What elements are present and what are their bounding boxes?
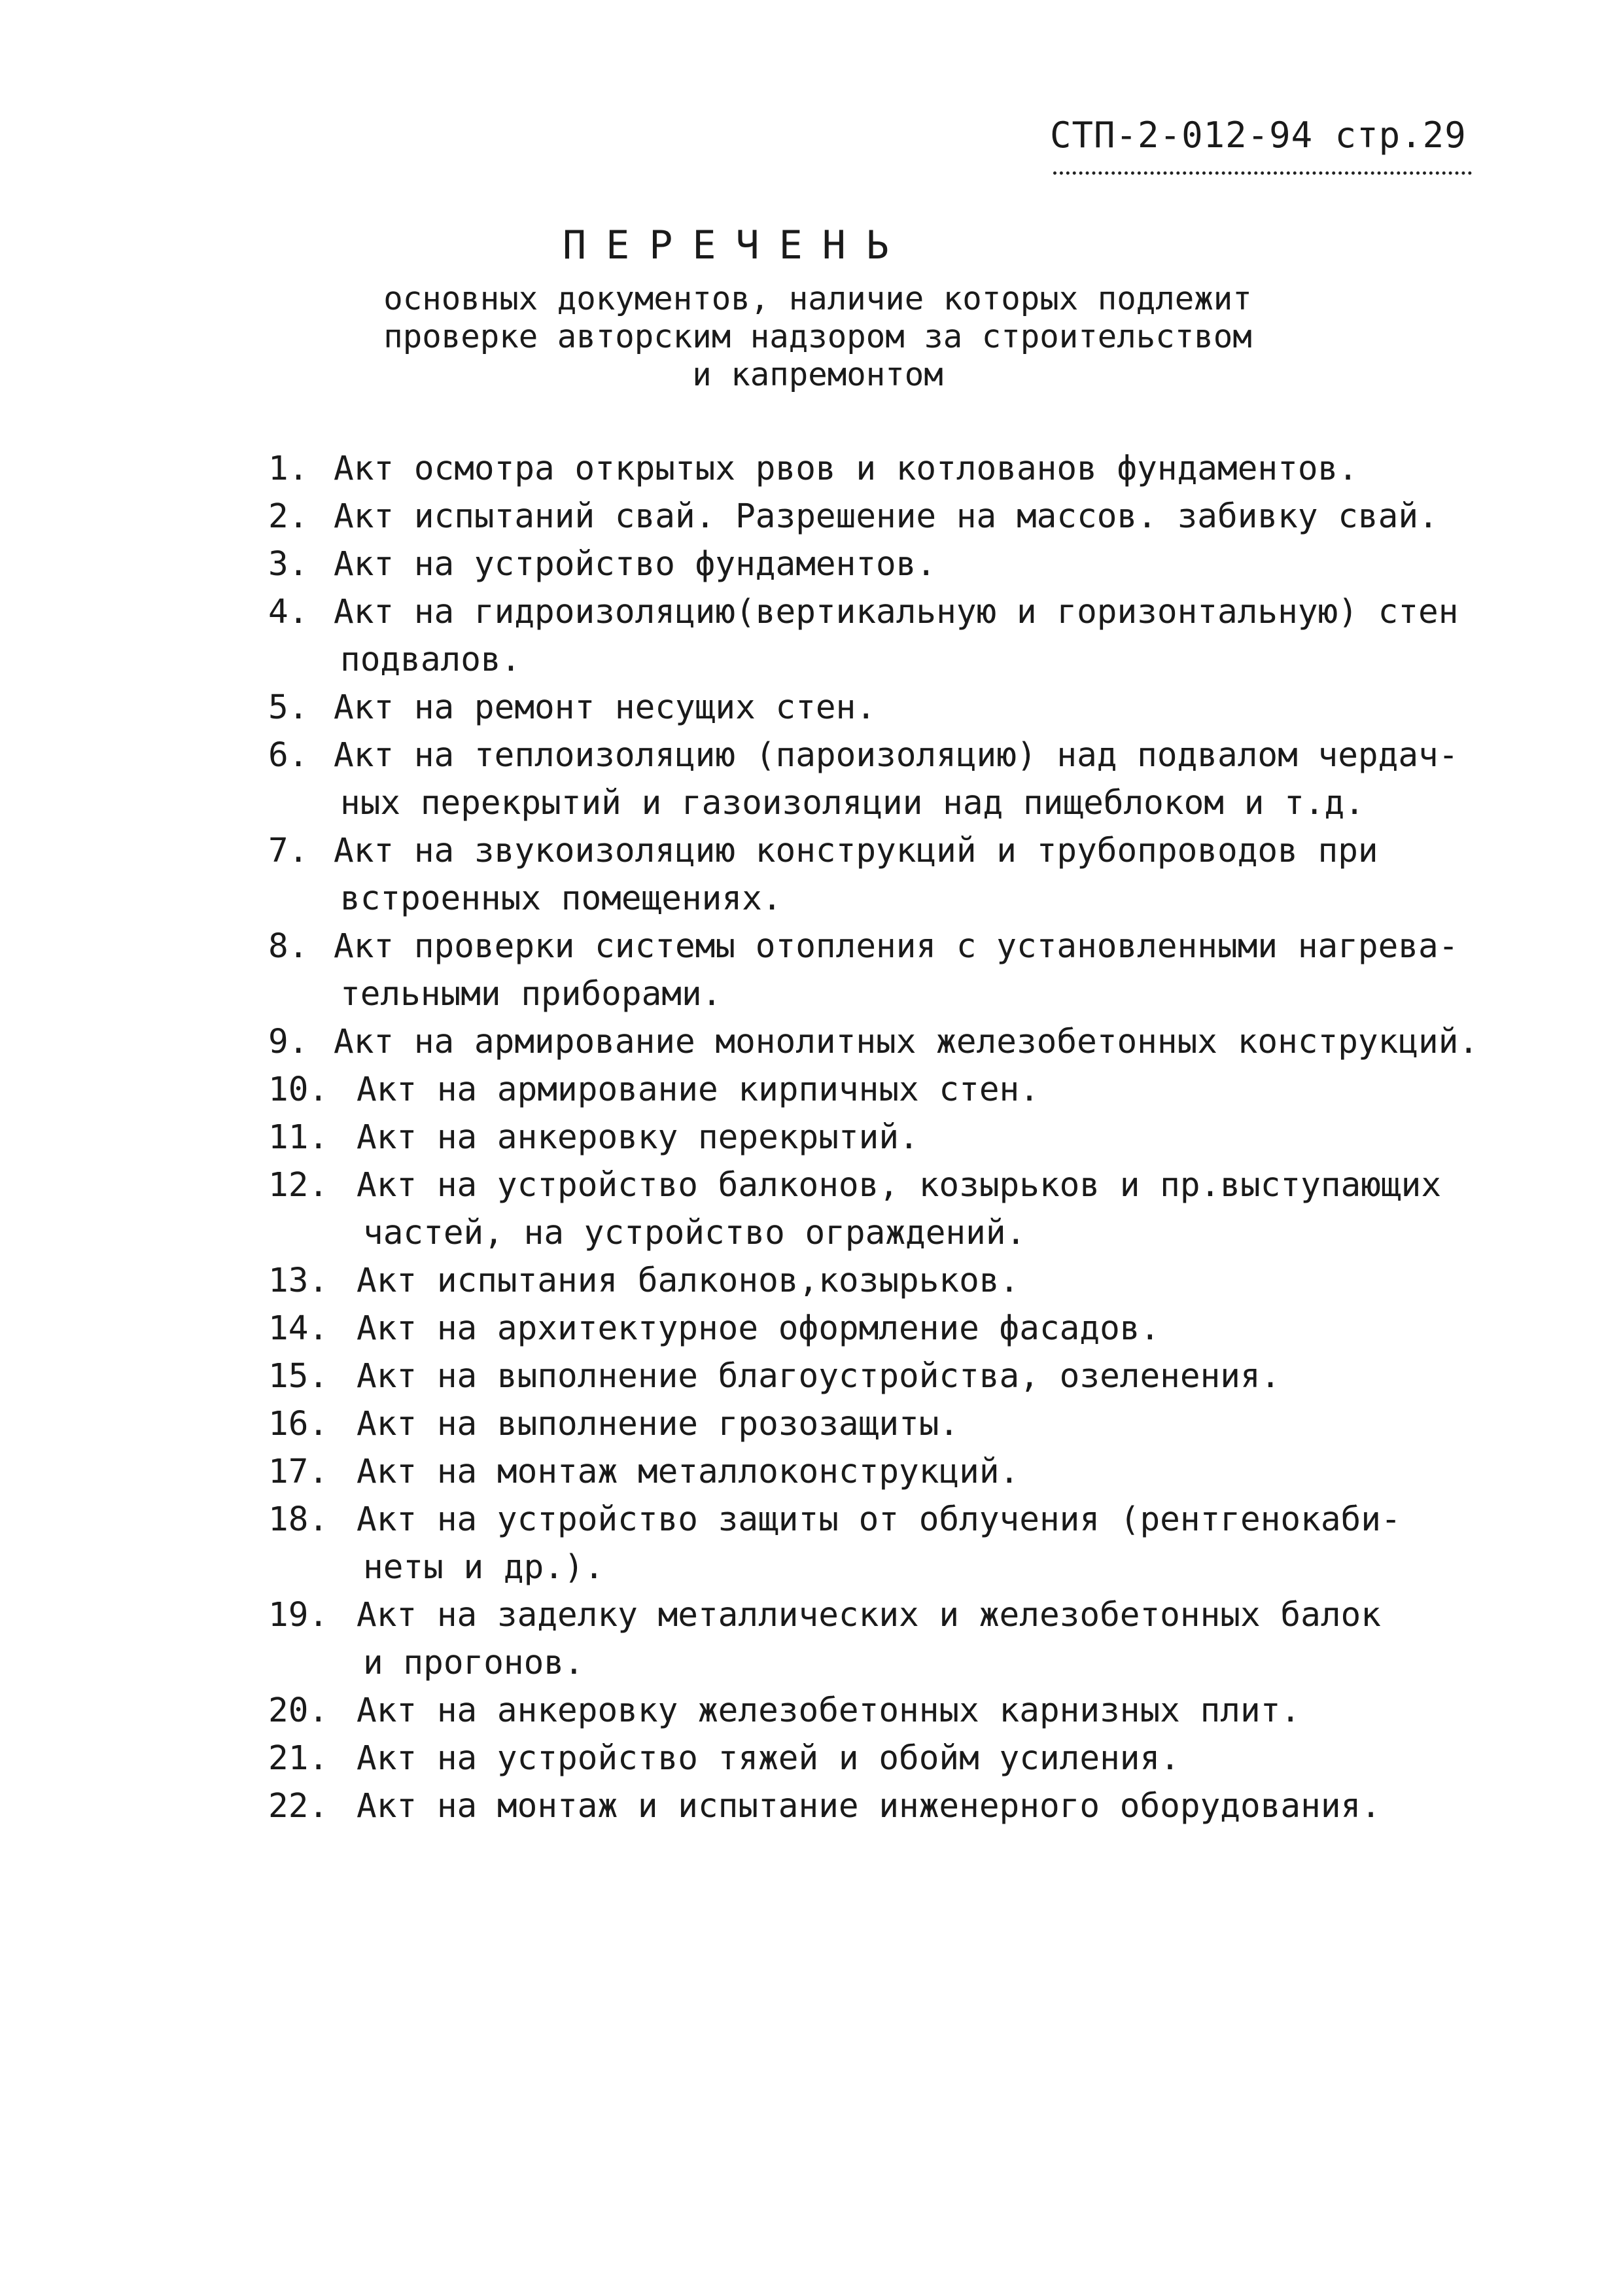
list-item bbox=[268, 493, 1498, 540]
item-number: 6. bbox=[268, 736, 309, 775]
item-text-continuation: неты и др.). bbox=[363, 1548, 604, 1587]
list-item bbox=[268, 1114, 1498, 1161]
list-item bbox=[268, 588, 1498, 684]
item-text: Акт на ремонт несущих стен. bbox=[334, 688, 877, 727]
item-number: 22. bbox=[268, 1787, 329, 1826]
item-number: 10. bbox=[268, 1070, 329, 1109]
item-text: Акт на теплоизоляцию (пароизоляцию) над подвалом чердач- bbox=[334, 736, 1459, 775]
header-underline bbox=[1053, 171, 1472, 175]
item-text: Акт на выполнение грозозащиты. bbox=[357, 1405, 960, 1443]
item-text: Акт на устройство защиты от облучения (рентгенокаби- bbox=[357, 1500, 1401, 1539]
item-text-continuation: ных перекрытий и газоизоляции над пищеблоком и т.д. bbox=[340, 784, 1365, 822]
list-item bbox=[268, 1257, 1498, 1305]
item-text: Акт проверки системы отопления с установленными нагрева- bbox=[334, 927, 1459, 966]
page-header-reference: СТП-2-012-94 стр.29 bbox=[1050, 115, 1467, 156]
list-item bbox=[268, 827, 1498, 923]
document-subtitle: основных документов, наличие которых подлежит проверке авторским надзором за строительством и капремонтом bbox=[383, 280, 1252, 393]
item-number: 5. bbox=[268, 688, 309, 727]
list-item bbox=[268, 1735, 1498, 1782]
list-item bbox=[268, 1305, 1498, 1352]
item-text: Акт на выполнение благоустройства, озеленения. bbox=[357, 1357, 1281, 1396]
list-item bbox=[268, 732, 1498, 827]
item-text-continuation: и прогонов. bbox=[363, 1644, 584, 1682]
item-number: 20. bbox=[268, 1691, 329, 1730]
item-number: 13. bbox=[268, 1262, 329, 1300]
list-item bbox=[268, 1066, 1498, 1114]
item-text: Акт на гидроизоляцию(вертикальную и горизонтальную) стен bbox=[334, 593, 1459, 631]
item-number: 8. bbox=[268, 927, 309, 966]
item-number: 1. bbox=[268, 450, 309, 488]
item-text: Акт на армирование монолитных железобетонных конструкций. bbox=[334, 1023, 1479, 1061]
item-text-continuation: тельными приборами. bbox=[340, 975, 722, 1014]
list-item bbox=[268, 1400, 1498, 1448]
item-text-continuation: встроенных помещениях. bbox=[340, 879, 782, 918]
item-text-continuation: частей, на устройство ограждений. bbox=[363, 1214, 1026, 1252]
item-number: 7. bbox=[268, 832, 309, 870]
item-number: 4. bbox=[268, 593, 309, 631]
item-number: 19. bbox=[268, 1596, 329, 1634]
item-number: 9. bbox=[268, 1023, 309, 1061]
item-text: Акт на устройство балконов, козырьков и пр.выступающих bbox=[357, 1166, 1442, 1205]
item-number: 17. bbox=[268, 1453, 329, 1491]
item-number: 3. bbox=[268, 545, 309, 584]
item-number: 15. bbox=[268, 1357, 329, 1396]
list-item bbox=[268, 923, 1498, 1018]
item-text: Акт осмотра открытых рвов и котлованов фундаментов. bbox=[334, 450, 1358, 488]
list-item bbox=[268, 445, 1498, 493]
list-item bbox=[268, 1687, 1498, 1735]
list-item bbox=[268, 540, 1498, 588]
item-text: Акт испытаний свай. Разрешение на массов. забивку свай. bbox=[334, 497, 1439, 536]
item-text: Акт на устройство фундаментов. bbox=[334, 545, 937, 584]
list-item bbox=[268, 1161, 1498, 1257]
item-text-continuation: подвалов. bbox=[340, 641, 521, 679]
item-number: 11. bbox=[268, 1118, 329, 1157]
item-text: Акт на анкеровку железобетонных карнизных плит. bbox=[357, 1691, 1301, 1730]
document-title: ПЕРЕЧЕНЬ bbox=[563, 222, 909, 268]
item-text: Акт на монтаж и испытание инженерного оборудования. bbox=[357, 1787, 1381, 1826]
list-item bbox=[268, 1448, 1498, 1496]
list-item bbox=[268, 684, 1498, 732]
item-text: Акт на армирование кирпичных стен. bbox=[357, 1070, 1039, 1109]
item-text: Акт на устройство тяжей и обойм усиления. bbox=[357, 1739, 1180, 1778]
list-item bbox=[268, 1782, 1498, 1830]
list-item bbox=[268, 1496, 1498, 1591]
list-item bbox=[268, 1018, 1498, 1066]
item-number: 2. bbox=[268, 497, 309, 536]
document-list bbox=[268, 445, 1498, 1830]
item-number: 16. bbox=[268, 1405, 329, 1443]
item-text: Акт на звукоизоляцию конструкций и трубопроводов при bbox=[334, 832, 1378, 870]
item-text: Акт на заделку металлических и железобетонных балок bbox=[357, 1596, 1381, 1634]
item-number: 18. bbox=[268, 1500, 329, 1539]
item-number: 14. bbox=[268, 1309, 329, 1348]
item-text: Акт на анкеровку перекрытий. bbox=[357, 1118, 919, 1157]
item-text: Акт на архитектурное оформление фасадов. bbox=[357, 1309, 1161, 1348]
list-item bbox=[268, 1591, 1498, 1687]
item-text: Акт на монтаж металлоконструкций. bbox=[357, 1453, 1020, 1491]
item-number: 12. bbox=[268, 1166, 329, 1205]
item-number: 21. bbox=[268, 1739, 329, 1778]
list-item bbox=[268, 1352, 1498, 1400]
item-text: Акт испытания балконов,козырьков. bbox=[357, 1262, 1020, 1300]
